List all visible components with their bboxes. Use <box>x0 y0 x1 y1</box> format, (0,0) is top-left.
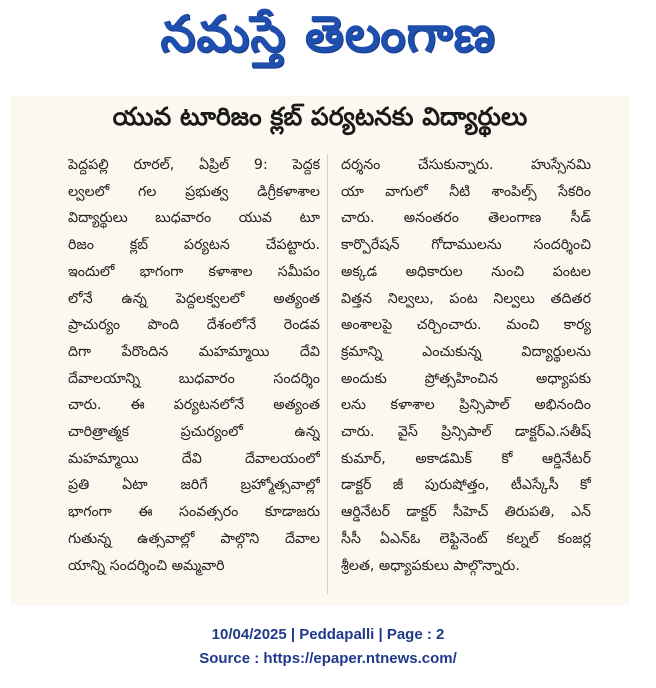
article-text-line: భాగంగా ఈ సంవత్సరం కూడాజరు <box>68 504 320 521</box>
article-text-line: దిగా పేరొందిన మహమ్మాయి దేవి <box>68 343 320 360</box>
headline-text: యువ టూరిజం క్లబ్ పర్యటనకు విద్యార్థులు <box>112 102 528 131</box>
article-text-line: పెద్దపల్లి రూరల్, ఏప్రిల్ 9: పెద్దక <box>68 157 320 173</box>
article-text-line: చారు. అనంతరం తెలంగాణ సీడ్ <box>341 210 591 227</box>
article-text-line: యాన్ని సందర్శించి అమ్మవారి <box>68 557 225 574</box>
article-text-line: సీసీ ఏఎన్ఓ లెఫ్టినెంట్ కల్నల్ కంజర్ల <box>341 530 591 547</box>
article-text-line: శ్రీలత, అధ్యాపకులు పాల్గొన్నారు. <box>341 557 520 574</box>
article-text-line: అందుకు ప్రోత్సహించిన అధ్యాపకు <box>341 370 591 387</box>
article-text-line: క్రమాన్ని ఎంచుకున్న విద్యార్థులను <box>341 343 591 360</box>
article-text-line: యా వాగులో నీటి శాంపిల్స్ సేకరిం <box>341 183 591 200</box>
article-text-line: కుమార్, అకాడమిక్ కో ఆర్డినేటర్ <box>341 450 591 467</box>
article-text-line: అంశాలపై చర్చించారు. మంచి కార్య <box>341 317 591 334</box>
article-left-column <box>68 152 320 598</box>
article-text-line: విత్తన నిల్వలు, పంట నిల్వలు తదితర <box>341 290 591 307</box>
article-text-line: విద్యార్థులు బుధవారం యువ టూ <box>68 210 320 227</box>
article-text-line: ప్రాచుర్యం పొంది దేశంలోనే రెండవ <box>68 317 320 334</box>
article-headline <box>11 96 629 144</box>
article-text-line: లను కళాశాల ప్రిన్సిపాల్ అభినందిం <box>341 397 591 414</box>
article-text-line: ల్వలలో గల ప్రభుత్వ డిగ్రీకళాశాల <box>68 183 320 200</box>
newspaper-masthead <box>0 0 656 80</box>
article-text-line: కార్పొరేషన్ గోదాములను సందర్శించి <box>341 237 591 254</box>
article-text-line: దేవాలయాన్ని బుధవారం సందర్శిం <box>68 370 320 387</box>
article-text-line: గుతున్న ఉత్సవాల్లో పాల్గొని దేవాల <box>68 530 320 547</box>
article-text-line: రిజం క్లబ్ పర్యటన చేపట్టారు. <box>68 237 320 254</box>
masthead-title: నమస్తే తెలంగాణ <box>160 4 496 63</box>
article-text-line: చారు. ఈ పర్యటనలోనే అత్యంత <box>68 397 320 414</box>
news-clipping <box>11 96 629 606</box>
article-text-line: ప్రతి ఏటా జరిగే బ్రహ్మోత్సవాల్లో <box>68 477 320 494</box>
article-text-line: చారు. వైస్ ప్రిన్సిపాల్ డాక్టర్ఎ.సతీష్ <box>341 424 591 441</box>
column-divider <box>327 154 328 594</box>
article-text-line: డాక్టర్ జీ పురుషోత్తం, టీఎస్కేసీ కో <box>341 477 591 494</box>
article-text-line: మహమ్మాయి దేవి దేవాలయంలో <box>68 450 320 467</box>
article-text-line: దర్శనం చేసుకున్నారు. హుస్సేనమి <box>341 157 591 173</box>
footer-source: Source : https://epaper.ntnews.com/ <box>199 650 457 667</box>
article-text-line: అక్కడ అధికారుల నుంచి పంటల <box>341 263 591 280</box>
article-text-line: ఆర్డినేటర్ డాక్టర్ సీహెచ్ తిరుపతి, ఎన్ <box>341 504 591 521</box>
article-text-line: లోనే ఉన్న పెద్దలక్వలలో అత్యంత <box>68 290 320 307</box>
article-text-line: ఇందులో భాగంగా కళాశాల సమీపం <box>68 263 320 280</box>
article-text-line: చారిత్రాత్మక ప్రచుర్యంలో ఉన్న <box>68 424 320 441</box>
article-right-column <box>341 152 591 598</box>
footer-date-page: 10/04/2025 | Peddapalli | Page : 2 <box>211 626 445 643</box>
